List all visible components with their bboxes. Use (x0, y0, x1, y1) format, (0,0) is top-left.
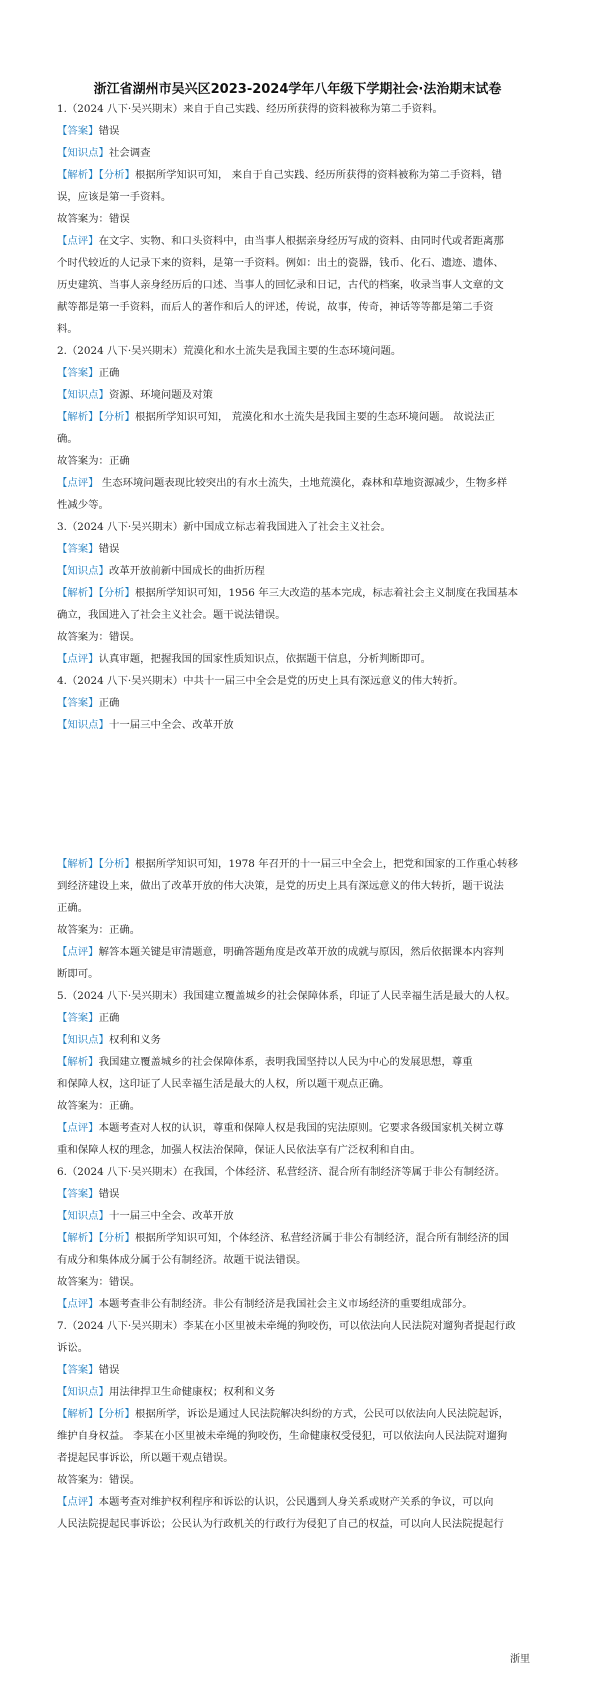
question-3-answer (57, 542, 539, 556)
question-1-comment (57, 234, 539, 248)
answer-value: 正确 (98, 697, 120, 709)
comment-text: 生态环境问题表现比较突出的有水土流失，土地荒漠化，森林和草地资源减少，生物多样 (98, 477, 508, 489)
analysis-text: 和保障人权，这印证了人民幸福生活是最大的人权，所以题干观点正确。 (57, 1078, 390, 1090)
knowledge-value: 权利和义务 (108, 1034, 161, 1046)
knowledge-tag: 【知识点】 (57, 1210, 109, 1222)
comment-text: 本题考查非公有制经济。非公有制经济是我国社会主义市场经济的重要组成部分。 (98, 1298, 473, 1310)
question-1-conclusion (57, 212, 539, 226)
question-1-stem (57, 102, 539, 116)
analysis-text: 有成分和集体成分属于公有制经济。故题干说法错误。 (57, 1254, 307, 1266)
comment-tag: 【点评】 (57, 235, 99, 247)
analysis-text: 根据所学知识可知， 来自于自己实践、经历所获得的资料被称为第二手资料，错 (134, 169, 502, 181)
analysis-text: 到经济建设上来，做出了改革开放的伟大决策，是党的历史上具有深远意义的伟大转折，题干说法 (57, 880, 504, 892)
page-title: 浙江省湖州市吴兴区2023-2024学年八年级下学期社会·法治期末试卷 (93, 82, 502, 97)
fenxi-tag: 【分析】 (98, 169, 135, 181)
question-7-analysis (57, 1451, 539, 1465)
question-7-analysis (57, 1429, 539, 1443)
answer-value: 正确 (98, 367, 120, 379)
answer-value: 错误 (98, 125, 120, 137)
question-4-answer (57, 696, 539, 710)
analysis-tag: 【解析】 (57, 169, 99, 181)
comment-text: 献等都是第一手资料，而后人的著作和后人的评述，传说，故事，传奇，神话等等都是第二手资 (57, 301, 494, 313)
knowledge-value: 社会调查 (108, 147, 151, 159)
comment-text: 解答本题关键是审清题意，明确答题角度是改革开放的成就与原因，然后依据课本内容判 (98, 946, 504, 958)
analysis-text: 根据所学知识可知，1978 年召开的十一届三中全会上，把党和国家的工作重心转移 (134, 858, 518, 870)
knowledge-tag: 【知识点】 (57, 1034, 109, 1046)
analysis-tag: 【解析】 (57, 1056, 99, 1068)
analysis-text: 正确。 (57, 902, 89, 914)
question-5-answer (57, 1011, 539, 1025)
conclusion-text: 故答案为：正确。 (57, 1100, 141, 1112)
analysis-text: 维护自身权益。 李某在小区里被未牵绳的狗咬伤，生命健康权受侵犯，可以依法向人民法院对遛狗 (57, 1430, 508, 1442)
conclusion-text: 故答案为：错误 (57, 213, 130, 225)
knowledge-tag: 【知识点】 (57, 147, 109, 159)
comment-text: 人民法院提起民事诉讼；公民认为行政机关的行政行为侵犯了自己的权益，可以向人民法院提起行 (57, 1518, 504, 1530)
comment-text: 性减少等。 (57, 499, 109, 511)
question-7-stem (57, 1319, 539, 1333)
question-2-analysis (57, 432, 539, 446)
question-5-analysis (57, 1055, 539, 1069)
comment-text: 重和保障人权的理念，加强人权法治保障，保证人民依法享有广泛权利和自由。 (57, 1144, 421, 1156)
fenxi-tag: 【分析】 (98, 1232, 135, 1244)
question-2-analysis (57, 410, 539, 424)
comment-tag: 【点评】 (57, 653, 99, 665)
question-7-answer (57, 1363, 539, 1377)
question-6-comment (57, 1297, 539, 1311)
question-6-answer (57, 1187, 539, 1201)
question-1-comment (57, 256, 539, 270)
question-4-analysis (57, 857, 539, 871)
question-1-stem-text: 1.（2024 八下·吴兴期末）来自于自己实践、经历所获得的资料被称为第二手资料。 (57, 103, 443, 115)
conclusion-text: 故答案为：错误。 (57, 631, 141, 643)
analysis-text: 确立，我国进入了社会主义社会。题干说法错误。 (57, 609, 286, 621)
comment-tag: 【点评】 (57, 1298, 99, 1310)
analysis-tag: 【解析】 (57, 1232, 99, 1244)
answer-tag: 【答案】 (57, 1364, 99, 1376)
question-4-comment (57, 945, 539, 959)
question-7-analysis (57, 1407, 539, 1421)
question-2-conclusion (57, 454, 539, 468)
question-2-comment (57, 476, 539, 490)
knowledge-value: 用法律捍卫生命健康权；权利和义务 (108, 1386, 276, 1398)
knowledge-value: 十一届三中全会、改革开放 (108, 719, 234, 731)
knowledge-tag: 【知识点】 (57, 719, 109, 731)
answer-tag: 【答案】 (57, 697, 99, 709)
fenxi-tag: 【分析】 (98, 858, 135, 870)
question-1-answer (57, 124, 539, 138)
analysis-tag: 【解析】 (57, 587, 99, 599)
question-1-comment (57, 278, 539, 292)
conclusion-text: 故答案为：错误。 (57, 1276, 141, 1288)
answer-value: 正确 (98, 1012, 120, 1024)
question-4-knowledge (57, 718, 539, 732)
analysis-tag: 【解析】 (57, 1408, 99, 1420)
question-6-knowledge (57, 1209, 539, 1223)
comment-text: 断即可。 (57, 968, 99, 980)
question-5-analysis (57, 1077, 539, 1091)
question-1-comment (57, 322, 539, 336)
answer-tag: 【答案】 (57, 543, 99, 555)
question-3-stem-text: 3.（2024 八下·吴兴期末）新中国成立标志着我国进入了社会主义社会。 (57, 521, 391, 533)
question-3-conclusion (57, 630, 539, 644)
question-7-comment (57, 1495, 539, 1509)
question-6-stem (57, 1165, 539, 1179)
knowledge-value: 十一届三中全会、改革开放 (108, 1210, 234, 1222)
analysis-text: 者提起民事诉讼，所以题干观点错误。 (57, 1452, 234, 1464)
comment-text: 个时代较近的人记录下来的资料，是第一手资料。例如：出土的瓷器，钱币、化石、遗迹、遗体、 (57, 257, 504, 269)
question-2-stem (57, 344, 539, 358)
question-5-stem-text: 5.（2024 八下·吴兴期末）我国建立覆盖城乡的社会保障体系，印证了人民幸福生活是最大的人权。 (57, 990, 516, 1002)
knowledge-tag: 【知识点】 (57, 565, 109, 577)
question-6-analysis (57, 1253, 539, 1267)
answer-tag: 【答案】 (57, 1012, 99, 1024)
question-7-conclusion (57, 1473, 539, 1487)
question-3-knowledge (57, 564, 539, 578)
question-7-knowledge (57, 1385, 539, 1399)
question-5-stem (57, 989, 539, 1003)
fenxi-tag: 【分析】 (98, 1408, 135, 1420)
question-5-knowledge (57, 1033, 539, 1047)
analysis-text: 根据所学知识可知， 荒漠化和水土流失是我国主要的生态环境问题。 故说法正 (134, 411, 495, 423)
question-4-analysis (57, 879, 539, 893)
comment-text: 本题考查对人权的认识，尊重和保障人权是我国的宪法原则。它要求各级国家机关树立尊 (98, 1122, 504, 1134)
question-7-stem (57, 1341, 539, 1355)
question-3-comment (57, 652, 539, 666)
comment-text: 本题考查对维护权利程序和诉讼的认识，公民遇到人身关系或财产关系的争议，可以向 (98, 1496, 494, 1508)
conclusion-text: 故答案为：正确。 (57, 924, 141, 936)
comment-text: 历史建筑、当事人亲身经历后的口述、当事人的回忆录和日记，古代的档案，收录当事人文章的文 (57, 279, 504, 291)
analysis-tag: 【解析】 (57, 858, 99, 870)
analysis-text: 确。 (57, 433, 78, 445)
fenxi-tag: 【分析】 (98, 411, 135, 423)
question-6-conclusion (57, 1275, 539, 1289)
analysis-text: 我国建立覆盖城乡的社会保障体系，表明我国坚持以人民为中心的发展思想，尊重 (98, 1056, 473, 1068)
question-5-comment (57, 1121, 539, 1135)
question-7-stem-text: 诉讼。 (57, 1342, 89, 1354)
knowledge-value: 资源、环境问题及对策 (108, 389, 213, 401)
answer-tag: 【答案】 (57, 1188, 99, 1200)
question-4-stem (57, 674, 539, 688)
analysis-text: 根据所学知识可知，个体经济、私营经济属于非公有制经济，混合所有制经济的国 (134, 1232, 509, 1244)
analysis-text: 误，应该是第一手资料。 (57, 191, 172, 203)
question-2-stem-text: 2.（2024 八下·吴兴期末）荒漠化和水土流失是我国主要的生态环境问题。 (57, 345, 402, 357)
conclusion-text: 故答案为：错误。 (57, 1474, 141, 1486)
comment-tag: 【点评】 (57, 946, 99, 958)
comment-text: 料。 (57, 323, 78, 335)
question-7-stem-text: 7.（2024 八下·吴兴期末）李某在小区里被未牵绳的狗咬伤，可以依法向人民法院对遛狗者提起行政 (57, 1320, 516, 1332)
knowledge-value: 改革开放前新中国成长的曲折历程 (108, 565, 265, 577)
question-4-comment (57, 967, 539, 981)
comment-text: 认真审题，把握我国的国家性质知识点，依据题干信息，分析判断即可。 (98, 653, 432, 665)
conclusion-text: 故答案为：正确 (57, 455, 130, 467)
analysis-tag: 【解析】 (57, 411, 99, 423)
question-1-knowledge (57, 146, 539, 160)
knowledge-tag: 【知识点】 (57, 1386, 109, 1398)
question-2-knowledge (57, 388, 539, 402)
fenxi-tag: 【分析】 (98, 587, 135, 599)
comment-tag: 【点评】 (57, 477, 99, 489)
question-4-analysis (57, 901, 539, 915)
question-7-comment (57, 1517, 539, 1531)
comment-tag: 【点评】 (57, 1496, 99, 1508)
page-footer: 浙里 (510, 1654, 530, 1665)
analysis-text: 根据所学，诉讼是通过人民法院解决纠纷的方式，公民可以依法向人民法院起诉， (134, 1408, 509, 1420)
answer-value: 错误 (98, 1188, 120, 1200)
question-6-stem-text: 6.（2024 八下·吴兴期末）在我国，个体经济、私营经济、混合所有制经济等属于非公有制经济。 (57, 1166, 506, 1178)
question-1-analysis (57, 168, 539, 182)
question-1-analysis (57, 190, 539, 204)
question-3-stem (57, 520, 539, 534)
question-2-answer (57, 366, 539, 380)
question-5-comment (57, 1143, 539, 1157)
answer-value: 错误 (98, 1364, 120, 1376)
analysis-text: 根据所学知识可知，1956 年三大改造的基本完成，标志着社会主义制度在我国基本 (134, 587, 518, 599)
comment-text: 在文字、实物、和口头资料中，由当事人根据亲身经历写成的资料、由同时代或者距离那 (98, 235, 504, 247)
comment-tag: 【点评】 (57, 1122, 99, 1134)
question-5-conclusion (57, 1099, 539, 1113)
knowledge-tag: 【知识点】 (57, 389, 109, 401)
question-4-conclusion (57, 923, 539, 937)
question-3-analysis (57, 586, 539, 600)
question-1-comment (57, 300, 539, 314)
question-2-comment (57, 498, 539, 512)
answer-tag: 【答案】 (57, 125, 99, 137)
question-4-stem-text: 4.（2024 八下·吴兴期末）中共十一届三中全会是党的历史上具有深远意义的伟大转折。 (57, 675, 464, 687)
answer-value: 错误 (98, 543, 120, 555)
answer-tag: 【答案】 (57, 367, 99, 379)
question-6-analysis (57, 1231, 539, 1245)
question-3-analysis (57, 608, 539, 622)
